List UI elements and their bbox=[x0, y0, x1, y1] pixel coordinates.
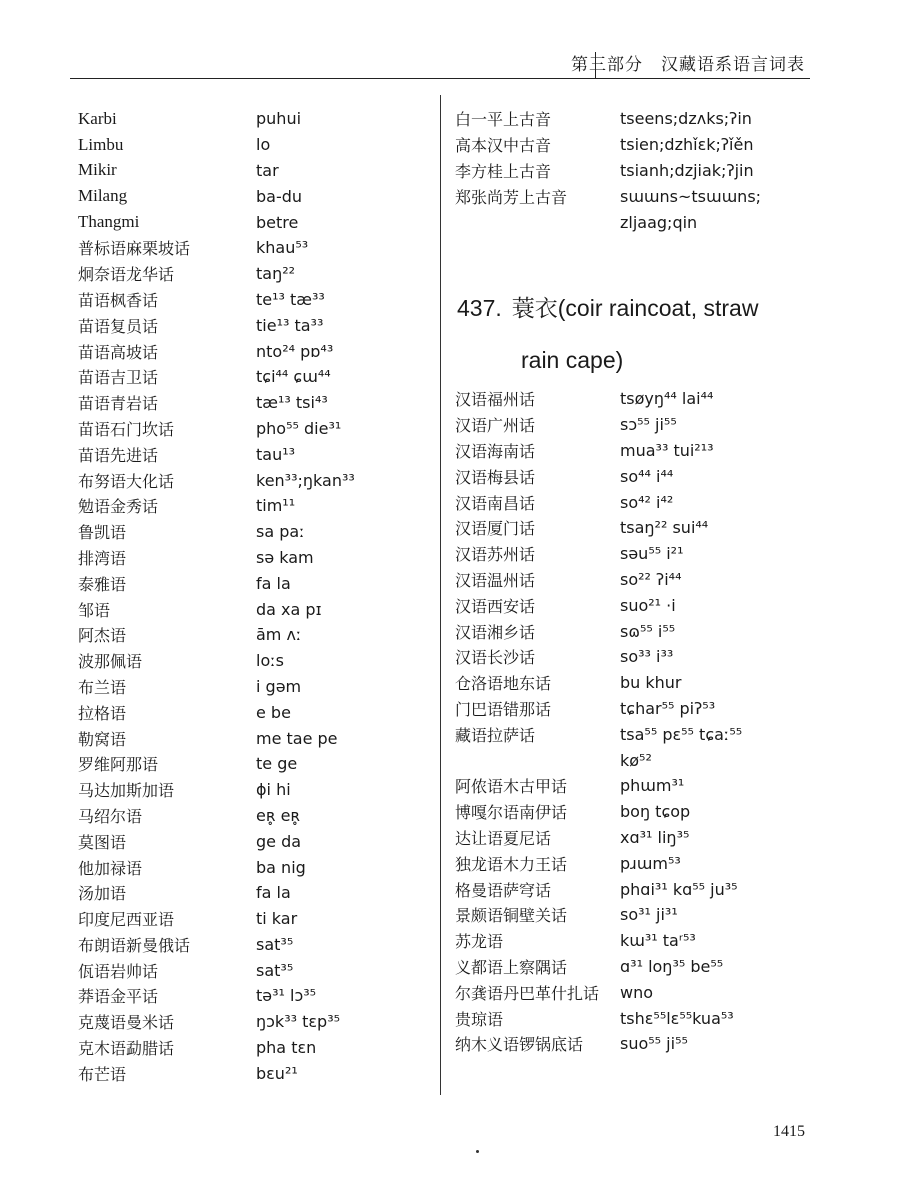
language-name: 汉语长沙话 bbox=[455, 648, 536, 668]
word-form: tæ¹³ tsi⁴³ bbox=[256, 393, 328, 413]
language-name: Milang bbox=[78, 186, 128, 206]
language-name: 马达加斯加语 bbox=[78, 781, 175, 801]
language-name: 拉格语 bbox=[78, 703, 127, 723]
word-form: ba-du bbox=[256, 186, 303, 206]
word-form: pho⁵⁵ die³¹ bbox=[256, 418, 342, 438]
word-row bbox=[78, 493, 355, 519]
language-name: 布朗语新曼俄话 bbox=[78, 935, 191, 955]
language-name: 格曼语萨穹话 bbox=[455, 880, 552, 900]
language-name: 他加禄语 bbox=[78, 858, 143, 878]
word-form: wno bbox=[620, 982, 654, 1002]
word-row bbox=[78, 519, 355, 545]
word-row bbox=[78, 906, 355, 932]
word-form: sɯɯns~tsɯɯns; bbox=[620, 186, 762, 206]
word-row bbox=[78, 287, 355, 313]
word-row bbox=[455, 515, 742, 541]
language-name: 波那佩语 bbox=[78, 652, 143, 672]
word-form: so⁴² i⁴² bbox=[620, 492, 674, 512]
word-row bbox=[455, 463, 742, 489]
word-form: pha tɛn bbox=[256, 1038, 317, 1058]
word-form: ti kar bbox=[256, 909, 298, 929]
word-form: sat³⁵ bbox=[256, 934, 294, 954]
word-row bbox=[455, 438, 742, 464]
language-name: 克蔑语曼米话 bbox=[78, 1013, 175, 1033]
language-name: 克木语勐腊话 bbox=[78, 1039, 175, 1059]
print-speck bbox=[476, 1150, 479, 1153]
word-row bbox=[455, 106, 761, 132]
word-form: tsa⁵⁵ pɛ⁵⁵ tɕaː⁵⁵ bbox=[620, 724, 743, 744]
word-row bbox=[78, 674, 355, 700]
header-divider bbox=[595, 52, 596, 78]
word-form: sa paː bbox=[256, 522, 305, 542]
right-column-top bbox=[455, 106, 761, 235]
language-name: 排湾语 bbox=[78, 548, 127, 568]
word-form: ām ʌː bbox=[256, 625, 302, 645]
word-form: me tae pe bbox=[256, 728, 338, 748]
language-name: 汉语厦门话 bbox=[455, 519, 536, 539]
word-row bbox=[455, 876, 742, 902]
language-name: 尔龚语丹巴革什扎话 bbox=[455, 983, 600, 1003]
word-row bbox=[78, 828, 355, 854]
word-form: lo bbox=[256, 135, 271, 155]
word-row bbox=[455, 670, 742, 696]
word-form: zljaag;qin bbox=[620, 212, 698, 232]
language-name: 门巴语错那话 bbox=[455, 699, 552, 719]
word-row bbox=[78, 751, 355, 777]
word-form: te ge bbox=[256, 754, 298, 774]
word-form: te¹³ tæ³³ bbox=[256, 289, 325, 309]
language-name: 仓洛语地东话 bbox=[455, 674, 552, 694]
word-row bbox=[455, 954, 742, 980]
word-form: tshɛ⁵⁵lɛ⁵⁵kua⁵³ bbox=[620, 1008, 734, 1028]
language-name: 苗语高坡话 bbox=[78, 342, 159, 362]
entry-title-line1: 蓑衣(coir raincoat, straw bbox=[511, 295, 759, 321]
language-name: 达让语夏尼话 bbox=[455, 828, 552, 848]
language-name: 苗语青岩话 bbox=[78, 394, 159, 414]
header-rule bbox=[70, 78, 810, 79]
language-name: 鲁凯语 bbox=[78, 523, 127, 543]
language-name: 苗语石门坎话 bbox=[78, 419, 175, 439]
language-name: 阿侬语木古甲话 bbox=[455, 777, 568, 797]
word-row bbox=[455, 644, 742, 670]
word-row bbox=[78, 1060, 355, 1086]
word-form: kɯ³¹ taʳ⁵³ bbox=[620, 931, 696, 951]
language-name: Limbu bbox=[78, 134, 124, 154]
language-name: 汉语温州话 bbox=[455, 570, 536, 590]
language-name: 纳木义语锣锅底话 bbox=[455, 1035, 584, 1055]
word-form: so³¹ ji³¹ bbox=[620, 905, 678, 925]
word-row bbox=[78, 261, 355, 287]
page-number: 1415 bbox=[773, 1123, 805, 1140]
word-row bbox=[78, 983, 355, 1009]
word-row bbox=[78, 441, 355, 467]
word-form: ge da bbox=[256, 831, 302, 851]
word-form: fa la bbox=[256, 573, 291, 593]
language-name: 布兰语 bbox=[78, 677, 127, 697]
word-row bbox=[455, 386, 742, 412]
language-name: Karbi bbox=[78, 108, 117, 128]
language-name: 炯奈语龙华话 bbox=[78, 265, 175, 285]
word-row bbox=[78, 725, 355, 751]
word-row bbox=[78, 467, 355, 493]
word-form: da xa pɪ bbox=[256, 599, 322, 619]
language-name: 汉语苏州话 bbox=[455, 545, 536, 565]
word-form: fa la bbox=[256, 883, 291, 903]
language-name: 印度尼西亚语 bbox=[78, 910, 175, 930]
word-row bbox=[455, 183, 761, 209]
word-row bbox=[455, 1031, 742, 1057]
language-name: 苗语复员话 bbox=[78, 316, 159, 336]
language-name: 布芒语 bbox=[78, 1064, 127, 1084]
running-title: 第三部分 汉藏语系语言词表 bbox=[571, 55, 805, 75]
word-form: nto²⁴ pɒ⁴³ bbox=[256, 341, 334, 361]
word-row bbox=[78, 312, 355, 338]
language-name: 高本汉中古音 bbox=[455, 136, 552, 156]
word-row bbox=[78, 932, 355, 958]
language-name: 独龙语木力王话 bbox=[455, 854, 568, 874]
language-name: Thangmi bbox=[78, 212, 140, 232]
word-row bbox=[455, 825, 742, 851]
language-name: 勒窝语 bbox=[78, 729, 127, 749]
word-form: loːs bbox=[256, 651, 284, 671]
word-row bbox=[78, 209, 355, 235]
language-name: 白一平上古音 bbox=[455, 110, 552, 130]
word-row bbox=[455, 209, 761, 235]
language-name: 苏龙语 bbox=[455, 932, 504, 952]
entry-title-line2: rain cape) bbox=[521, 347, 624, 373]
word-form: tsøyŋ⁴⁴ lai⁴⁴ bbox=[620, 389, 714, 409]
language-name: 阿杰语 bbox=[78, 626, 127, 646]
word-row bbox=[455, 773, 742, 799]
word-row bbox=[78, 648, 355, 674]
right-column-bottom bbox=[455, 386, 742, 1057]
language-name: 泰雅语 bbox=[78, 574, 127, 594]
word-row bbox=[455, 541, 742, 567]
language-name: 普标语麻栗坡话 bbox=[78, 239, 191, 259]
word-row bbox=[455, 696, 742, 722]
word-row bbox=[78, 803, 355, 829]
word-form: pɹɯm⁵³ bbox=[620, 853, 681, 873]
word-form: eʀ̥ eʀ̥ bbox=[256, 805, 301, 825]
word-row bbox=[78, 545, 355, 571]
word-row bbox=[78, 699, 355, 725]
word-form: suo²¹ ·i bbox=[620, 595, 676, 615]
word-row bbox=[455, 850, 742, 876]
entry-heading bbox=[457, 282, 787, 386]
word-form: tɕhar⁵⁵ piʔ⁵³ bbox=[620, 698, 716, 718]
word-form: xɑ³¹ liŋ³⁵ bbox=[620, 827, 690, 847]
word-form: tar bbox=[256, 160, 279, 180]
language-name: 苗语枫香话 bbox=[78, 290, 159, 310]
language-name: 汉语南昌话 bbox=[455, 493, 536, 513]
language-name: 景颇语铜壁关话 bbox=[455, 906, 568, 926]
language-name: 莫图语 bbox=[78, 832, 127, 852]
word-row bbox=[78, 957, 355, 983]
word-row bbox=[455, 747, 742, 773]
language-name: 马绍尔语 bbox=[78, 806, 143, 826]
word-form: tsien;dzhǐɛk;ʔǐěn bbox=[620, 135, 754, 155]
language-name: 汉语广州话 bbox=[455, 416, 536, 436]
word-form: sɷ⁵⁵ i⁵⁵ bbox=[620, 621, 676, 641]
language-name: 李方桂上古音 bbox=[455, 161, 552, 181]
word-row bbox=[455, 902, 742, 928]
word-row bbox=[455, 799, 742, 825]
language-name: 布努语大化话 bbox=[78, 471, 175, 491]
language-name: 勉语金秀话 bbox=[78, 497, 159, 517]
language-name: Mikir bbox=[78, 160, 117, 180]
language-name: 汤加语 bbox=[78, 884, 127, 904]
language-name: 藏语拉萨话 bbox=[455, 725, 536, 745]
word-row bbox=[78, 158, 355, 184]
language-name: 郑张尚芳上古音 bbox=[455, 187, 568, 207]
word-form: ba nig bbox=[256, 857, 306, 877]
left-column bbox=[78, 106, 355, 1086]
language-name: 汉语海南话 bbox=[455, 441, 536, 461]
word-row bbox=[455, 132, 761, 158]
word-row bbox=[78, 338, 355, 364]
language-name: 汉语福州话 bbox=[455, 390, 536, 410]
word-form: tə³¹ lɔ³⁵ bbox=[256, 986, 317, 1006]
word-form: səu⁵⁵ i²¹ bbox=[620, 544, 684, 564]
word-row bbox=[455, 721, 742, 747]
word-row bbox=[78, 235, 355, 261]
word-form: puhui bbox=[256, 109, 302, 129]
word-form: kø⁵² bbox=[620, 750, 652, 770]
word-row bbox=[78, 390, 355, 416]
word-form: i gəm bbox=[256, 676, 302, 696]
word-row bbox=[78, 364, 355, 390]
word-form: tseens;dzʌks;ʔin bbox=[620, 109, 752, 129]
column-divider bbox=[440, 95, 441, 1095]
word-form: tie¹³ ta³³ bbox=[256, 315, 324, 335]
word-row bbox=[78, 132, 355, 158]
word-form: khau⁵³ bbox=[256, 238, 309, 258]
word-row bbox=[78, 1035, 355, 1061]
word-form: bɛu²¹ bbox=[256, 1063, 298, 1083]
language-name: 义都语上察隅话 bbox=[455, 957, 568, 977]
word-row bbox=[78, 777, 355, 803]
word-row bbox=[78, 416, 355, 442]
word-form: sɔ⁵⁵ ji⁵⁵ bbox=[620, 415, 677, 435]
word-row bbox=[78, 1009, 355, 1035]
word-row bbox=[78, 570, 355, 596]
word-form: taŋ²² bbox=[256, 264, 296, 284]
word-form: tim¹¹ bbox=[256, 496, 296, 516]
word-row bbox=[78, 854, 355, 880]
entry-number: 437. bbox=[457, 295, 502, 321]
word-form: tsianh;dzjiak;ʔjin bbox=[620, 160, 754, 180]
word-row bbox=[455, 592, 742, 618]
language-name: 罗维阿那语 bbox=[78, 755, 159, 775]
word-form: ɸi hi bbox=[256, 780, 291, 800]
word-row bbox=[78, 880, 355, 906]
word-row bbox=[455, 412, 742, 438]
language-name: 贵琼语 bbox=[455, 1009, 504, 1029]
word-row bbox=[78, 596, 355, 622]
word-row bbox=[455, 979, 742, 1005]
word-form: mua³³ tui²¹³ bbox=[620, 440, 714, 460]
word-row bbox=[455, 158, 761, 184]
language-name: 博嘎尔语南伊话 bbox=[455, 803, 568, 823]
word-form: e be bbox=[256, 702, 291, 722]
language-name: 汉语湘乡话 bbox=[455, 622, 536, 642]
word-row bbox=[78, 622, 355, 648]
word-row bbox=[455, 567, 742, 593]
word-form: ŋɔk³³ tɛp³⁵ bbox=[256, 1012, 341, 1032]
word-row bbox=[78, 106, 355, 132]
language-name: 汉语西安话 bbox=[455, 596, 536, 616]
word-row bbox=[455, 489, 742, 515]
word-form: tsaŋ²² sui⁴⁴ bbox=[620, 518, 709, 538]
word-form: bu khur bbox=[620, 673, 682, 693]
language-name: 苗语吉卫话 bbox=[78, 368, 159, 388]
language-name: 佤语岩帅话 bbox=[78, 961, 159, 981]
language-name: 邹语 bbox=[78, 600, 111, 620]
word-row bbox=[78, 183, 355, 209]
word-form: boŋ tɕop bbox=[620, 802, 691, 822]
word-row bbox=[455, 1005, 742, 1031]
word-form: suo⁵⁵ ji⁵⁵ bbox=[620, 1034, 688, 1054]
word-form: sat³⁵ bbox=[256, 960, 294, 980]
word-form: so³³ i³³ bbox=[620, 647, 674, 667]
word-row bbox=[455, 618, 742, 644]
word-form: sə kam bbox=[256, 547, 314, 567]
word-form: so²² ʔi⁴⁴ bbox=[620, 569, 682, 589]
language-name: 苗语先进话 bbox=[78, 445, 159, 465]
word-form: ɑ³¹ loŋ³⁵ be⁵⁵ bbox=[620, 956, 724, 976]
word-form: phɑi³¹ kɑ⁵⁵ ju³⁵ bbox=[620, 879, 738, 899]
word-row bbox=[455, 928, 742, 954]
language-name: 汉语梅县话 bbox=[455, 467, 536, 487]
word-form: betre bbox=[256, 212, 299, 232]
language-name: 莽语金平话 bbox=[78, 987, 159, 1007]
word-form: tɕi⁴⁴ ɕɯ⁴⁴ bbox=[256, 367, 331, 387]
word-form: tau¹³ bbox=[256, 444, 296, 464]
word-form: ken³³;ŋkan³³ bbox=[256, 470, 355, 490]
word-form: phɯm³¹ bbox=[620, 776, 685, 796]
word-form: so⁴⁴ i⁴⁴ bbox=[620, 466, 674, 486]
